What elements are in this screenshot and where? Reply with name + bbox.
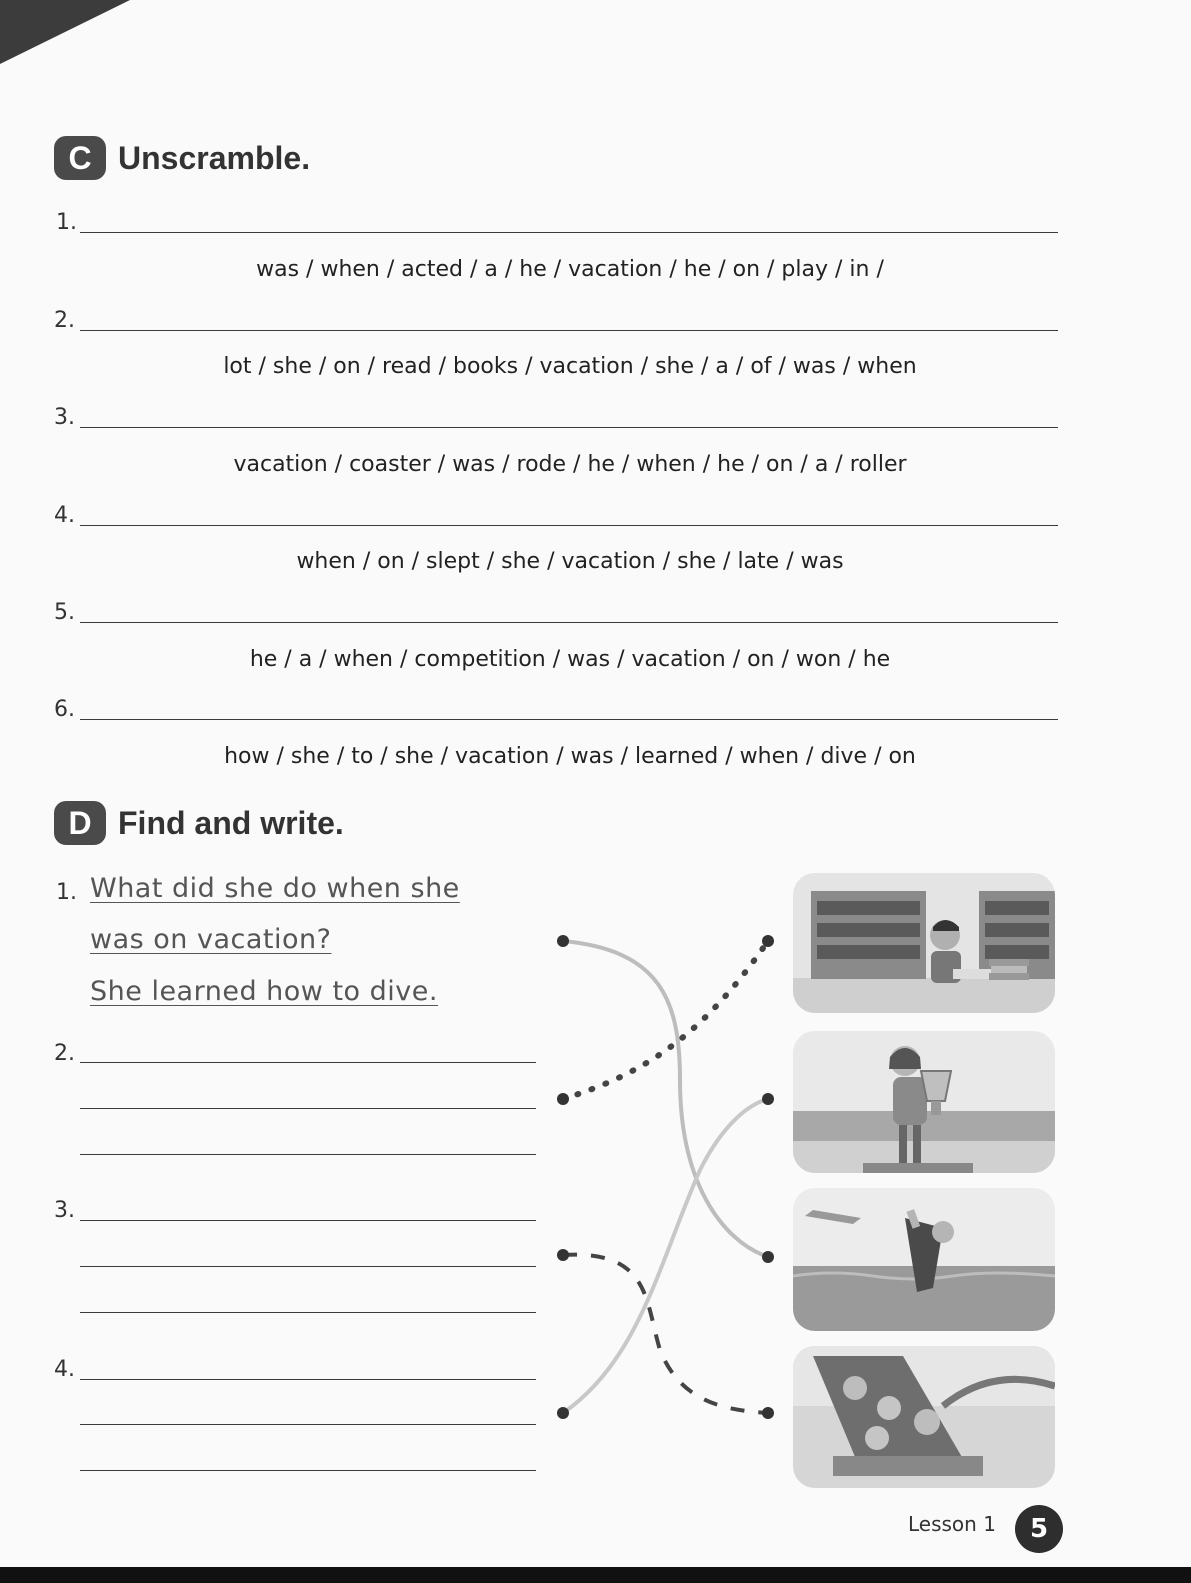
item-d1-answer-line-2: was on vacation? bbox=[90, 924, 332, 955]
item-c6-number: 6. bbox=[54, 697, 75, 722]
item-c1-number: 1. bbox=[56, 210, 77, 235]
item-c4-number: 4. bbox=[54, 503, 75, 528]
scan-bottom-edge bbox=[0, 1567, 1191, 1583]
section-d-badge: D bbox=[54, 801, 106, 845]
connector-line-solid bbox=[563, 941, 768, 1257]
match-dot-right[interactable] bbox=[762, 1251, 774, 1263]
item-c5-scrambled-words: he / a / when / competition / was / vacation / on / won / he bbox=[249, 647, 891, 672]
section-c-title: Unscramble. bbox=[118, 139, 311, 176]
match-dot-right[interactable] bbox=[762, 1093, 774, 1105]
match-dot-left[interactable] bbox=[557, 1093, 569, 1105]
girl-diving-image bbox=[793, 1188, 1055, 1331]
connector-line-dotted bbox=[563, 941, 768, 1099]
item-d1-answer-line-3: She learned how to dive. bbox=[90, 976, 438, 1007]
item-c2-number: 2. bbox=[54, 308, 75, 333]
match-dot-left[interactable] bbox=[557, 1407, 569, 1419]
lesson-label: Lesson 1 bbox=[908, 1512, 996, 1536]
item-c5-number: 5. bbox=[54, 600, 75, 625]
page-number-badge: 5 bbox=[1015, 1505, 1063, 1553]
match-dot-right[interactable] bbox=[762, 935, 774, 947]
section-d-title: Find and write. bbox=[118, 804, 344, 841]
boy-reading-books-image bbox=[793, 873, 1055, 1013]
section-c-badge: C bbox=[54, 136, 106, 180]
match-dot-right[interactable] bbox=[762, 1407, 774, 1419]
item-c6-scrambled-words: how / she / to / she / vacation / was / learned / when / dive / on bbox=[224, 744, 916, 769]
match-dot-left[interactable] bbox=[557, 935, 569, 947]
item-c2-scrambled-words: lot / she / on / read / books / vacation / she / a / of / was / when bbox=[223, 354, 917, 379]
item-c3-number: 3. bbox=[54, 405, 75, 430]
item-d3-number: 3. bbox=[54, 1198, 75, 1223]
item-d1-answer-line-1: What did she do when she bbox=[90, 873, 460, 904]
match-dot-left[interactable] bbox=[557, 1249, 569, 1261]
item-d2-number: 2. bbox=[54, 1041, 75, 1066]
item-c3-scrambled-words: vacation / coaster / was / rode / he / when / he / on / a / roller bbox=[233, 452, 907, 477]
kids-on-roller-coaster-image bbox=[793, 1346, 1055, 1488]
item-d1-number: 1. bbox=[56, 880, 77, 905]
girl-holding-trophy-image bbox=[793, 1031, 1055, 1173]
item-d4-number: 4. bbox=[54, 1357, 75, 1382]
item-c4-scrambled-words: when / on / slept / she / vacation / she / late / was bbox=[296, 549, 844, 574]
item-c1-scrambled-words: was / when / acted / a / he / vacation / he / on / play / in / bbox=[256, 257, 884, 282]
